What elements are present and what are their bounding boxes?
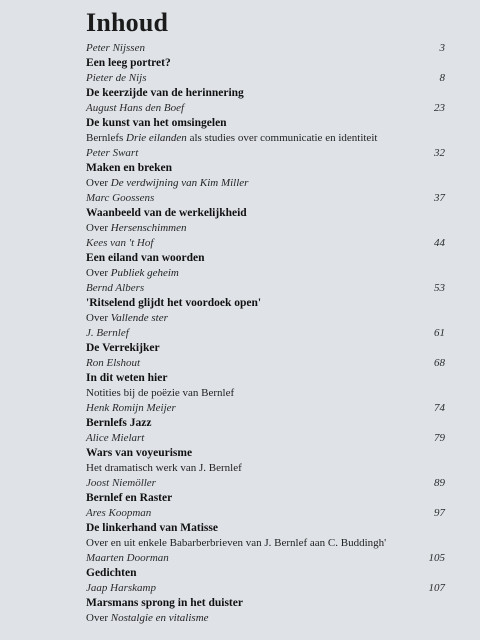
entry-author: August Hans den Boef [86,102,185,114]
toc-entry [86,506,445,551]
entry-author: Ron Elshout [86,357,141,369]
entry-subtitle: Over Publiek geheim [86,267,179,279]
entry-title: Waanbeeld van de werkelijkheid [86,207,247,219]
entry-page-number: 37 [434,192,445,204]
entry-author: Jaap Harskamp [86,582,156,594]
entry-subtitle: Notities bij de poëzie van Bernlef [86,387,235,399]
entry-page-number: 68 [434,357,445,369]
entry-title: Bernlefs Jazz [86,417,152,429]
toc-entry [86,71,445,101]
entry-author: Peter Swart [86,147,139,159]
entry-page-number: 79 [434,432,445,444]
entry-subtitle: Over Hersenschimmen [86,222,187,234]
entry-title: 'Ritselend glijdt het voordoek open' [86,297,262,309]
entry-title: Een leeg portret? [86,57,171,69]
entry-subtitle: Het dramatisch werk van J. Bernlef [86,462,242,474]
toc-entry [86,41,445,71]
entry-subtitle: Over De verdwijning van Kim Miller [86,177,249,189]
toc-entry [86,326,445,356]
entry-author: Pieter de Nijs [86,72,147,84]
toc-entry [86,101,445,146]
toc-entry [86,356,445,401]
entry-page-number: 97 [434,507,445,519]
entry-author: Maarten Doorman [86,552,169,564]
entry-author: Joost Niemöller [86,477,156,489]
entry-author: J. Bernlef [86,327,129,339]
entry-page-number: 105 [428,552,445,564]
entry-page-number: 23 [434,102,445,114]
toc-entry [86,431,445,476]
entry-author: Bernd Albers [86,282,145,294]
entry-author: Marc Goossens [86,192,155,204]
toc-entry [86,281,445,326]
entry-title: In dit weten hier [86,372,168,384]
table-of-contents [86,41,445,626]
entry-page-number: 61 [434,327,445,339]
entry-title: De keerzijde van de herinnering [86,87,244,99]
entry-title: Gedichten [86,567,137,579]
entry-author: Alice Mielart [86,432,145,444]
entry-page-number: 53 [434,282,445,294]
entry-author: Ares Koopman [86,507,152,519]
entry-page-number: 107 [428,582,445,594]
entry-author: Kees van 't Hof [86,237,154,249]
entry-subtitle: Bernlefs Drie eilanden als studies over communicatie en identiteit [86,132,378,144]
entry-title: Bernlef en Raster [86,492,173,504]
entry-title: De kunst van het omsingelen [86,117,227,129]
entry-page-number: 3 [439,42,445,54]
entry-subtitle: Over Vallende ster [86,312,168,324]
entry-title: De Verrekijker [86,342,160,354]
entry-title: Maken en breken [86,162,173,174]
entry-title: Een eiland van woorden [86,252,205,264]
entry-title: Marsmans sprong in het duister [86,597,243,609]
toc-entry [86,581,445,626]
entry-page-number: 89 [434,477,445,489]
page-title: Inhoud [86,8,169,37]
entry-author: Henk Romijn Meijer [86,402,176,414]
entry-page-number: 8 [439,72,445,84]
toc-entry [86,476,445,506]
entry-subtitle: Over en uit enkele Babarberbrieven van J. Bernlef aan C. Buddingh' [86,537,387,549]
entry-title: De linkerhand van Matisse [86,522,218,534]
toc-entry [86,146,445,191]
entry-title: Wars van voyeurisme [86,447,193,459]
entry-author: Peter Nijssen [86,42,145,54]
entry-page-number: 32 [434,147,445,159]
entry-subtitle: Over Nostalgie en vitalisme [86,612,209,624]
toc-entry [86,191,445,236]
toc-entry [86,551,445,581]
entry-page-number: 44 [434,237,445,249]
entry-page-number: 74 [434,402,445,414]
toc-entry [86,401,445,431]
toc-entry [86,236,445,281]
